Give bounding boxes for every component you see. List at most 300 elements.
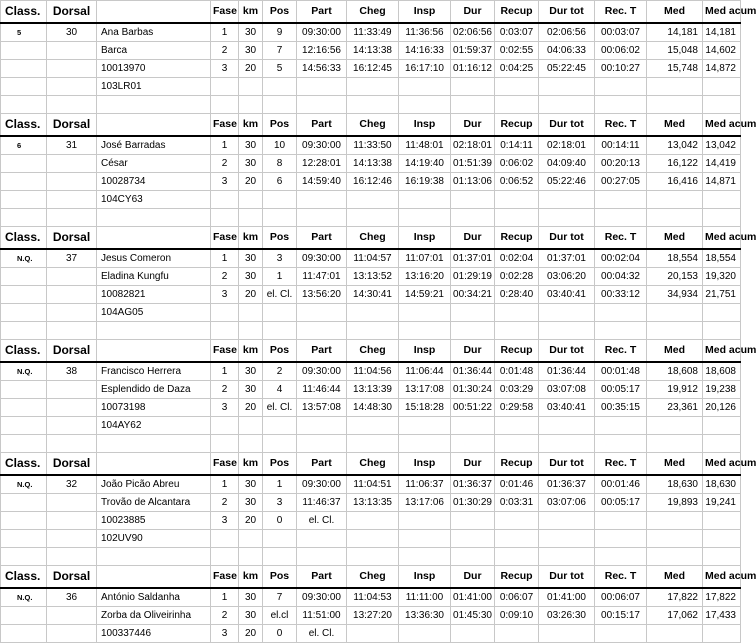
data-cell: 0:14:11 <box>495 136 539 155</box>
empty-cell <box>647 322 703 340</box>
data-cell: 01:41:00 <box>539 588 595 607</box>
data-cell <box>263 417 297 435</box>
empty-cell <box>495 96 539 114</box>
data-cell <box>703 530 741 548</box>
header-cell: Rec. T <box>595 227 647 250</box>
data-cell: 0:02:55 <box>495 42 539 60</box>
data-cell: 12:16:56 <box>297 42 347 60</box>
empty-cell <box>595 548 647 566</box>
empty-cell <box>47 191 97 209</box>
empty-cell <box>47 42 97 60</box>
data-cell <box>239 191 263 209</box>
data-cell: 14:16:33 <box>399 42 451 60</box>
header-cell: Cheg <box>347 1 399 24</box>
table-row <box>1 417 741 435</box>
data-cell: 3 <box>211 60 239 78</box>
rider-name-cell: Ana Barbas <box>97 23 211 42</box>
header-cell: Pos <box>263 566 297 589</box>
data-cell: 14:30:41 <box>347 286 399 304</box>
data-cell <box>211 304 239 322</box>
data-cell: 14,871 <box>703 173 741 191</box>
header-cell: Fase <box>211 227 239 250</box>
data-cell: 11:04:51 <box>347 475 399 494</box>
data-cell: 05:22:46 <box>539 173 595 191</box>
data-cell: 12:28:01 <box>297 155 347 173</box>
data-cell: 14,181 <box>647 23 703 42</box>
header-cell: Fase <box>211 1 239 24</box>
data-cell: 01:37:01 <box>451 249 495 268</box>
data-cell: 0:01:48 <box>495 362 539 381</box>
data-cell: 10 <box>263 136 297 155</box>
empty-cell <box>347 548 399 566</box>
data-cell <box>399 512 451 530</box>
data-cell: 2 <box>211 42 239 60</box>
data-cell <box>239 304 263 322</box>
empty-cell <box>239 548 263 566</box>
header-cell: Dur tot <box>539 566 595 589</box>
data-cell: 02:06:56 <box>539 23 595 42</box>
data-cell: 14:19:40 <box>399 155 451 173</box>
data-cell: 13:36:30 <box>399 607 451 625</box>
header-cell: km <box>239 114 263 137</box>
data-cell: el. Cl. <box>297 625 347 643</box>
classification-value: N.Q. <box>1 249 47 268</box>
empty-cell <box>451 548 495 566</box>
data-cell: 3 <box>211 512 239 530</box>
data-cell: 1 <box>263 268 297 286</box>
data-cell <box>495 191 539 209</box>
empty-cell <box>595 322 647 340</box>
empty-cell <box>239 435 263 453</box>
data-cell: 13:56:20 <box>297 286 347 304</box>
data-cell <box>297 78 347 96</box>
data-cell: 16:12:46 <box>347 173 399 191</box>
data-cell: 01:36:37 <box>539 475 595 494</box>
empty-cell <box>1 512 47 530</box>
data-cell: 1 <box>211 588 239 607</box>
data-cell: 15:18:28 <box>399 399 451 417</box>
header-cell: km <box>239 453 263 476</box>
data-cell: 30 <box>239 588 263 607</box>
data-cell <box>495 530 539 548</box>
data-cell: 00:14:11 <box>595 136 647 155</box>
empty-cell <box>47 417 97 435</box>
data-cell: 19,241 <box>703 494 741 512</box>
data-cell: 03:26:30 <box>539 607 595 625</box>
empty-cell <box>263 322 297 340</box>
data-cell: 0:03:07 <box>495 23 539 42</box>
classification-value: N.Q. <box>1 588 47 607</box>
empty-cell <box>347 209 399 227</box>
data-cell <box>647 304 703 322</box>
data-cell: 20 <box>239 60 263 78</box>
header-cell: Pos <box>263 114 297 137</box>
results-body <box>1 1 756 643</box>
empty-cell <box>451 209 495 227</box>
header-cell: Rec. T <box>595 114 647 137</box>
empty-cell <box>1 78 47 96</box>
data-cell <box>399 530 451 548</box>
data-cell <box>239 78 263 96</box>
data-cell: 13:13:52 <box>347 268 399 286</box>
empty-cell <box>211 548 239 566</box>
table-row <box>1 399 741 417</box>
header-cell: Dur <box>451 1 495 24</box>
header-cell: Part <box>297 227 347 250</box>
header-classe: Class. <box>1 114 47 137</box>
data-cell: 09:30:00 <box>297 23 347 42</box>
data-cell <box>263 530 297 548</box>
empty-cell <box>47 399 97 417</box>
data-cell: 02:18:01 <box>539 136 595 155</box>
rider-name-cell: 100337446 <box>97 625 211 643</box>
data-cell: 17,433 <box>703 607 741 625</box>
header-cell: Med <box>647 340 703 363</box>
empty-cell <box>1 435 47 453</box>
empty-cell <box>1 399 47 417</box>
data-cell: 01:13:06 <box>451 173 495 191</box>
data-cell: 3 <box>263 249 297 268</box>
data-cell: el. Cl. <box>297 512 347 530</box>
empty-cell <box>47 381 97 399</box>
data-cell: 11:07:01 <box>399 249 451 268</box>
data-cell <box>347 512 399 530</box>
data-cell: 4 <box>263 381 297 399</box>
rider-name-cell: 103LR01 <box>97 78 211 96</box>
data-cell: 7 <box>263 42 297 60</box>
header-cell: Med acum <box>703 227 741 250</box>
data-cell: 13,042 <box>703 136 741 155</box>
header-cell: Dur tot <box>539 340 595 363</box>
header-cell: Insp <box>399 340 451 363</box>
rider-name-cell: Zorba da Oliveirinha <box>97 607 211 625</box>
data-cell: 00:15:17 <box>595 607 647 625</box>
table-row <box>1 249 741 268</box>
data-cell: 20,153 <box>647 268 703 286</box>
table-row <box>1 173 741 191</box>
empty-cell <box>1 494 47 512</box>
header-cell: Part <box>297 1 347 24</box>
header-cell: Fase <box>211 114 239 137</box>
data-cell: 30 <box>239 136 263 155</box>
header-dorsal: Dorsal <box>47 114 97 137</box>
header-cell: Cheg <box>347 227 399 250</box>
header-classe: Class. <box>1 227 47 250</box>
data-cell: 14,419 <box>703 155 741 173</box>
header-name-blank <box>97 227 211 250</box>
rider-name-cell: 104CY63 <box>97 191 211 209</box>
table-row <box>1 362 741 381</box>
section-header-row <box>1 566 741 589</box>
data-cell: 11:51:00 <box>297 607 347 625</box>
header-cell: Recup <box>495 566 539 589</box>
empty-cell <box>97 548 211 566</box>
data-cell <box>495 625 539 643</box>
empty-cell <box>297 209 347 227</box>
data-cell <box>595 191 647 209</box>
empty-cell <box>495 209 539 227</box>
data-cell: 0:01:46 <box>495 475 539 494</box>
empty-cell <box>1 417 47 435</box>
data-cell <box>263 191 297 209</box>
data-cell <box>263 304 297 322</box>
data-cell <box>539 530 595 548</box>
data-cell <box>595 625 647 643</box>
data-cell <box>647 530 703 548</box>
data-cell <box>495 78 539 96</box>
data-cell: 34,934 <box>647 286 703 304</box>
data-cell: 20 <box>239 286 263 304</box>
rider-name-cell: José Barradas <box>97 136 211 155</box>
data-cell: 03:06:20 <box>539 268 595 286</box>
empty-cell <box>399 96 451 114</box>
data-cell <box>347 304 399 322</box>
data-cell: 19,893 <box>647 494 703 512</box>
empty-cell <box>647 435 703 453</box>
data-cell <box>451 417 495 435</box>
header-cell: Med <box>647 1 703 24</box>
empty-cell <box>647 96 703 114</box>
empty-cell <box>1 625 47 643</box>
header-cell: Dur tot <box>539 1 595 24</box>
header-cell: Med acum <box>703 340 741 363</box>
data-cell: 11:04:53 <box>347 588 399 607</box>
empty-cell <box>47 96 97 114</box>
data-cell: 19,238 <box>703 381 741 399</box>
data-cell <box>399 78 451 96</box>
header-dorsal: Dorsal <box>47 566 97 589</box>
rider-name-cell: 10082821 <box>97 286 211 304</box>
header-cell: Rec. T <box>595 1 647 24</box>
data-cell <box>451 512 495 530</box>
spacer-row <box>1 209 741 227</box>
rider-name-cell: Barca <box>97 42 211 60</box>
empty-cell <box>211 209 239 227</box>
header-cell: Insp <box>399 1 451 24</box>
empty-cell <box>47 322 97 340</box>
data-cell <box>399 417 451 435</box>
data-cell: 11:06:37 <box>399 475 451 494</box>
header-dorsal: Dorsal <box>47 1 97 24</box>
data-cell: 16:19:38 <box>399 173 451 191</box>
data-cell: 11:33:49 <box>347 23 399 42</box>
empty-cell <box>297 435 347 453</box>
spacer-row <box>1 548 741 566</box>
header-classe: Class. <box>1 566 47 589</box>
empty-cell <box>263 435 297 453</box>
data-cell: 1 <box>211 136 239 155</box>
data-cell: 16,122 <box>647 155 703 173</box>
empty-cell <box>703 96 741 114</box>
data-cell: 14,181 <box>703 23 741 42</box>
header-cell: Insp <box>399 453 451 476</box>
data-cell: 0:29:58 <box>495 399 539 417</box>
rider-name-cell: João Picão Abreu <box>97 475 211 494</box>
data-cell: 14:59:21 <box>399 286 451 304</box>
empty-cell <box>703 548 741 566</box>
data-cell: 20 <box>239 399 263 417</box>
empty-cell <box>47 607 97 625</box>
data-cell: 00:27:05 <box>595 173 647 191</box>
header-name-blank <box>97 1 211 24</box>
data-cell: 16,416 <box>647 173 703 191</box>
data-cell: 01:16:12 <box>451 60 495 78</box>
empty-cell <box>263 548 297 566</box>
header-cell: Recup <box>495 1 539 24</box>
header-name-blank <box>97 566 211 589</box>
rider-name-cell: 102UV90 <box>97 530 211 548</box>
data-cell: 00:33:12 <box>595 286 647 304</box>
data-cell: 3 <box>211 399 239 417</box>
data-cell: 30 <box>239 494 263 512</box>
header-cell: Part <box>297 114 347 137</box>
header-cell: Fase <box>211 566 239 589</box>
data-cell: 1 <box>263 475 297 494</box>
data-cell: 11:04:57 <box>347 249 399 268</box>
header-cell: Pos <box>263 227 297 250</box>
table-row <box>1 60 741 78</box>
data-cell: 3 <box>263 494 297 512</box>
data-cell: 5 <box>263 60 297 78</box>
header-cell: Med <box>647 114 703 137</box>
classification-value: N.Q. <box>1 475 47 494</box>
data-cell <box>703 417 741 435</box>
data-cell <box>647 78 703 96</box>
data-cell: 2 <box>211 607 239 625</box>
empty-cell <box>97 322 211 340</box>
empty-cell <box>97 435 211 453</box>
rider-name-cell: 10028734 <box>97 173 211 191</box>
rider-name-cell: António Saldanha <box>97 588 211 607</box>
classification-value: N.Q. <box>1 362 47 381</box>
empty-cell <box>1 268 47 286</box>
data-cell: 00:01:46 <box>595 475 647 494</box>
rider-name-cell: 104AG05 <box>97 304 211 322</box>
empty-cell <box>1 530 47 548</box>
empty-cell <box>539 96 595 114</box>
data-cell: 18,608 <box>703 362 741 381</box>
empty-cell <box>399 322 451 340</box>
empty-cell <box>47 209 97 227</box>
data-cell: 20 <box>239 512 263 530</box>
header-cell: Med <box>647 227 703 250</box>
data-cell: 20 <box>239 625 263 643</box>
classification-value: 5 <box>1 23 47 42</box>
empty-cell <box>239 96 263 114</box>
data-cell: 2 <box>263 362 297 381</box>
rider-name-cell: Francisco Herrera <box>97 362 211 381</box>
empty-cell <box>47 155 97 173</box>
data-cell: 0:02:04 <box>495 249 539 268</box>
data-cell: 17,062 <box>647 607 703 625</box>
header-cell: Insp <box>399 114 451 137</box>
empty-cell <box>47 435 97 453</box>
data-cell: 9 <box>263 23 297 42</box>
data-cell: 0:06:52 <box>495 173 539 191</box>
header-cell: Dur <box>451 566 495 589</box>
data-cell <box>703 191 741 209</box>
data-cell: 00:01:48 <box>595 362 647 381</box>
empty-cell <box>47 548 97 566</box>
data-cell: 01:36:44 <box>451 362 495 381</box>
dorsal-value: 31 <box>47 136 97 155</box>
data-cell: 01:30:24 <box>451 381 495 399</box>
data-cell: 11:48:01 <box>399 136 451 155</box>
data-cell: 00:04:32 <box>595 268 647 286</box>
data-cell: 03:40:41 <box>539 399 595 417</box>
empty-cell <box>239 209 263 227</box>
data-cell: 01:41:00 <box>451 588 495 607</box>
empty-cell <box>595 209 647 227</box>
data-cell: 6 <box>263 173 297 191</box>
data-cell: 11:11:00 <box>399 588 451 607</box>
data-cell <box>451 191 495 209</box>
data-cell: 30 <box>239 362 263 381</box>
header-cell: Med acum <box>703 1 741 24</box>
data-cell: 04:09:40 <box>539 155 595 173</box>
data-cell: 03:40:41 <box>539 286 595 304</box>
data-cell <box>347 417 399 435</box>
data-cell: 02:18:01 <box>451 136 495 155</box>
data-cell: 00:20:13 <box>595 155 647 173</box>
table-row <box>1 588 741 607</box>
data-cell <box>399 625 451 643</box>
data-cell: 30 <box>239 607 263 625</box>
header-cell: Med <box>647 453 703 476</box>
header-name-blank <box>97 340 211 363</box>
empty-cell <box>47 268 97 286</box>
data-cell: 05:22:45 <box>539 60 595 78</box>
rider-name-cell: Jesus Comeron <box>97 249 211 268</box>
table-row <box>1 78 741 96</box>
header-cell: Dur tot <box>539 227 595 250</box>
header-cell: km <box>239 1 263 24</box>
data-cell <box>399 191 451 209</box>
table-row <box>1 625 741 643</box>
empty-cell <box>1 322 47 340</box>
dorsal-value: 37 <box>47 249 97 268</box>
data-cell: 3 <box>211 625 239 643</box>
data-cell: 2 <box>211 268 239 286</box>
data-cell: 14,872 <box>703 60 741 78</box>
empty-cell <box>263 96 297 114</box>
empty-cell <box>1 173 47 191</box>
data-cell: el. Cl. <box>263 286 297 304</box>
data-cell <box>399 304 451 322</box>
data-cell <box>211 78 239 96</box>
data-cell: 01:51:39 <box>451 155 495 173</box>
data-cell <box>495 512 539 530</box>
data-cell <box>297 304 347 322</box>
data-cell: 09:30:00 <box>297 362 347 381</box>
header-cell: Dur <box>451 340 495 363</box>
header-name-blank <box>97 114 211 137</box>
data-cell <box>647 191 703 209</box>
rider-name-cell: 104AY62 <box>97 417 211 435</box>
header-cell: Pos <box>263 453 297 476</box>
data-cell <box>703 78 741 96</box>
data-cell: 11:36:56 <box>399 23 451 42</box>
spacer-row <box>1 96 741 114</box>
data-cell <box>595 417 647 435</box>
rider-name-cell: Esplendido de Daza <box>97 381 211 399</box>
empty-cell <box>399 548 451 566</box>
data-cell: 0:06:07 <box>495 588 539 607</box>
data-cell: 04:06:33 <box>539 42 595 60</box>
data-cell: 11:46:44 <box>297 381 347 399</box>
data-cell: 0:03:29 <box>495 381 539 399</box>
header-classe: Class. <box>1 453 47 476</box>
